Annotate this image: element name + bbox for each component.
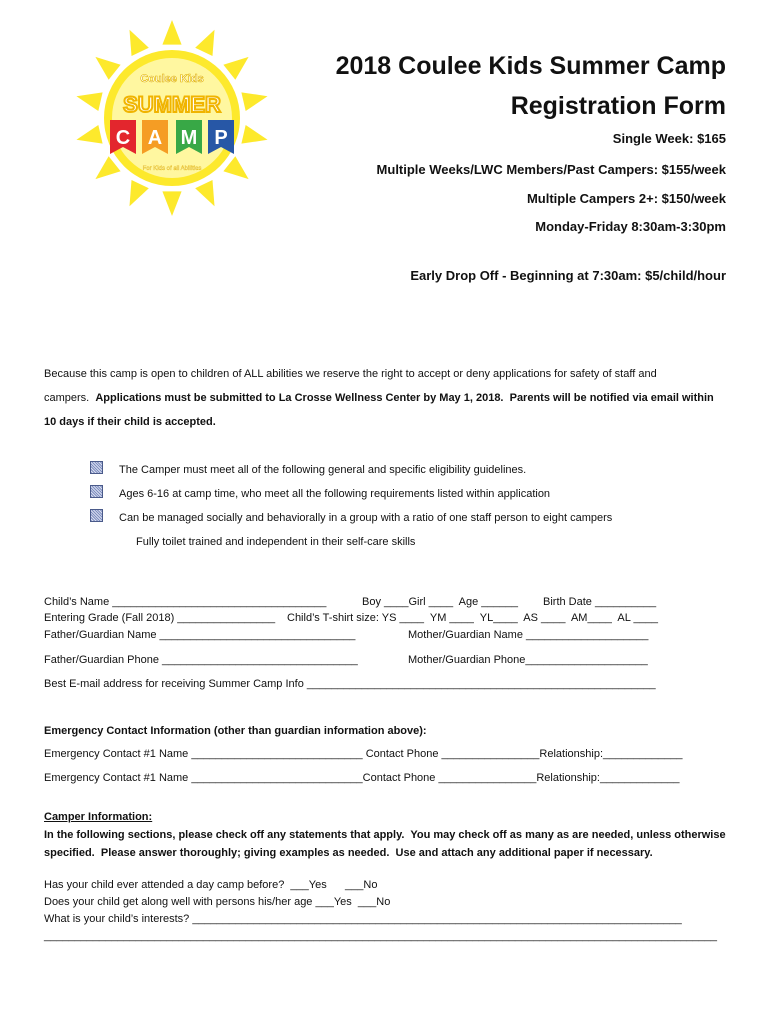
sun-ray xyxy=(195,180,214,206)
gender-age-field[interactable]: Boy ____Girl ____ Age ______ xyxy=(362,596,518,608)
sun-ray xyxy=(223,57,248,80)
sun-ray xyxy=(76,92,102,111)
intro-line-1: Because this camp is open to children of ALL abilities we reserve the right to accept or deny applications for safety of staff and xyxy=(44,368,657,380)
intro-line-3: 10 days if their child is accepted. xyxy=(44,416,216,428)
emergency-contact-2[interactable]: Emergency Contact #1 Name ____________________________Contact Phone ________________Relationship:_____________ xyxy=(44,772,680,784)
sun-ray xyxy=(162,20,181,45)
early-drop-off: Early Drop Off - Beginning at 7:30am: $5/child/hour xyxy=(410,268,726,283)
sun-ray xyxy=(241,92,267,111)
camp-letter-a: A xyxy=(147,127,163,149)
eligibility-item-3: Can be managed socially and behaviorally in a group with a ratio of one staff person to eight campers xyxy=(119,512,613,524)
interests-extra-line[interactable]: ______________________________________________________________________________________________________________ xyxy=(44,930,717,942)
logo-top-text: Coulee Kids xyxy=(140,73,204,85)
sun-ray xyxy=(95,156,120,179)
camp-letter-p: P xyxy=(214,127,228,149)
camper-info-instructions-2: specified. Please answer thoroughly; giving examples as needed. Use and attach any additional paper if necessary. xyxy=(44,847,653,859)
intro-line-2-bold: Applications must be submitted to La Crosse Wellness Center by May 1, 2018. Parents will be notified via email within xyxy=(95,392,714,404)
father-name-field[interactable]: Father/Guardian Name ________________________________ xyxy=(44,629,356,641)
intro-line-2-plain: campers. xyxy=(44,392,96,404)
sun-ray xyxy=(241,125,267,144)
question-interests[interactable]: What is your child’s interests? ________________________________________________________________________________ xyxy=(44,913,682,925)
sun-ray xyxy=(129,180,148,206)
sun-ray xyxy=(195,30,214,56)
sun-ray xyxy=(76,125,102,144)
email-field[interactable]: Best E-mail address for receiving Summer Camp Info _________________________________________________________ xyxy=(44,678,656,690)
sun-ray xyxy=(129,30,148,56)
eligibility-item-2: Ages 6-16 at camp time, who meet all the following requirements listed within application xyxy=(119,488,551,500)
sun-ray xyxy=(223,156,248,179)
camp-hours: Monday-Friday 8:30am-3:30pm xyxy=(535,219,726,234)
eligibility-checkbox-1[interactable] xyxy=(90,461,103,474)
form-title-line1: 2018 Coulee Kids Summer Camp xyxy=(335,52,726,80)
logo-tagline: For Kids of all Abilities xyxy=(142,166,202,172)
eligibility-checkbox-2[interactable] xyxy=(90,485,103,498)
father-phone-field[interactable]: Father/Guardian Phone ________________________________ xyxy=(44,654,358,666)
tshirt-size-field[interactable]: Child’s T-shirt size: YS ____ YM ____ YL____ AS ____ AM____ AL ____ xyxy=(287,612,658,624)
price-single-week: Single Week: $165 xyxy=(612,131,726,146)
sun-ray xyxy=(162,191,181,216)
camper-info-heading: Camper Information: xyxy=(44,811,153,823)
price-multiple-campers: Multiple Campers 2+: $150/week xyxy=(526,191,726,206)
emergency-contact-1[interactable]: Emergency Contact #1 Name ____________________________ Contact Phone ________________Relationship:_____________ xyxy=(44,748,683,760)
mother-name-field[interactable]: Mother/Guardian Name ____________________ xyxy=(408,629,649,641)
eligibility-checkbox-3[interactable] xyxy=(90,509,103,522)
logo-summer-text: SUMMER xyxy=(123,92,221,117)
intro-line-2 xyxy=(44,391,714,405)
birth-date-field[interactable]: Birth Date __________ xyxy=(543,596,657,608)
eligibility-item-4: Fully toilet trained and independent in their self-care skills xyxy=(136,536,416,548)
entering-grade-field[interactable]: Entering Grade (Fall 2018) ________________ xyxy=(44,612,276,624)
camp-letter-m: M xyxy=(180,127,198,149)
question-day-camp[interactable]: Has your child ever attended a day camp before? ___Yes ___No xyxy=(44,879,378,891)
price-multiple-weeks: Multiple Weeks/LWC Members/Past Campers: $155/week xyxy=(376,162,726,177)
eligibility-item-1: The Camper must meet all of the following general and specific eligibility guidelines. xyxy=(119,464,527,476)
sun-ray xyxy=(95,57,120,80)
camper-info-instructions-1: In the following sections, please check off any statements that apply. You may check off as many as are needed, unless otherwise xyxy=(44,829,726,841)
camp-letter-c: C xyxy=(115,127,131,149)
camp-logo xyxy=(72,18,272,228)
mother-phone-field[interactable]: Mother/Guardian Phone____________________ xyxy=(408,654,648,666)
question-peers[interactable]: Does your child get along well with persons his/her age ___Yes ___No xyxy=(44,896,391,908)
child-name-field[interactable]: Child’s Name ___________________________________ xyxy=(44,596,327,608)
emergency-heading: Emergency Contact Information (other than guardian information above): xyxy=(44,725,427,737)
form-title-line2: Registration Form xyxy=(510,92,726,120)
